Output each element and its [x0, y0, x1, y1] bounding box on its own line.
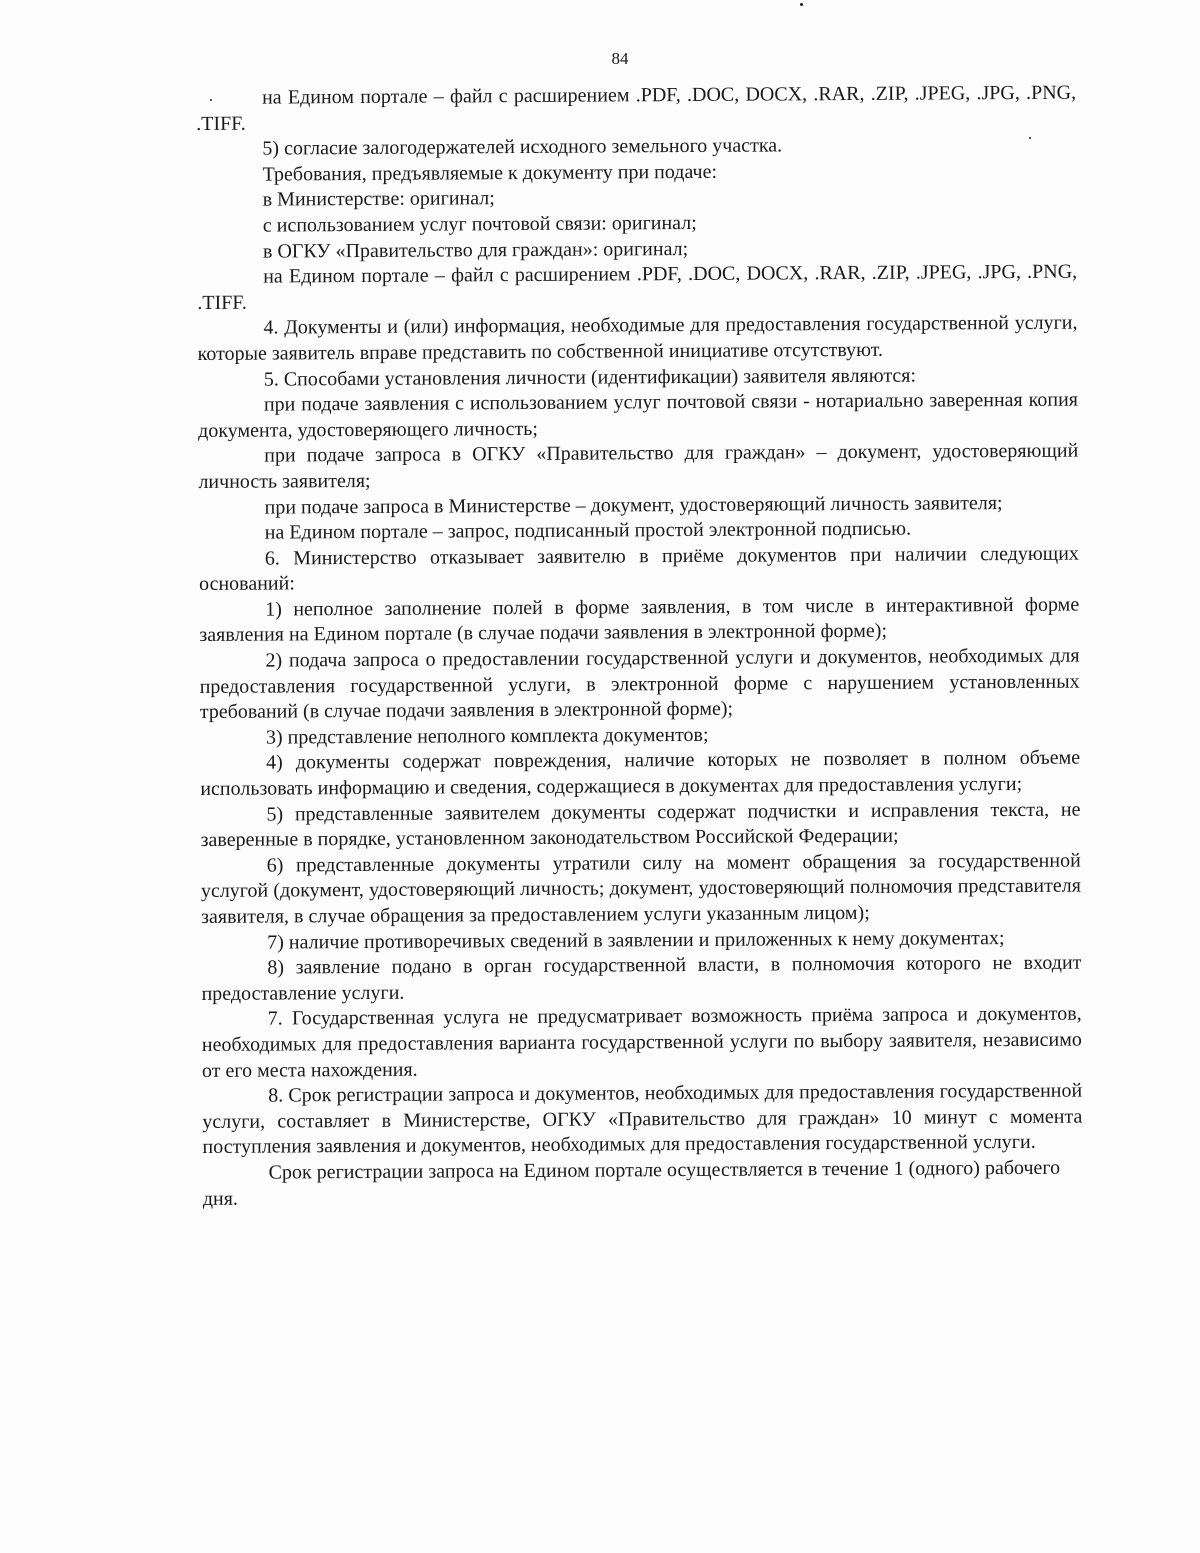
scan-speck	[800, 3, 803, 6]
paragraph: 6) представленные документы утратили силу на момент обращения за государственной услугой (документ, удостоверяющий личность; документ, удостоверяющий полномочия представителя заявителя, в случае обращения за предоставлением услуги указанным лицом);	[200, 849, 1081, 928]
paragraph: с использованием услуг почтовой связи: оригинал;	[262, 211, 697, 237]
paragraph: на Едином портале – запрос, подписанный простой электронной подписью.	[264, 517, 912, 544]
paragraph: Срок регистрации запроса на Едином портале осуществляется в течение 1 (одного) рабочего дня.	[202, 1156, 1061, 1210]
paragraph: 5) представленные заявителем документы содержат подчистки и исправления текста, не заверенные в порядке, установленном законодательством Российской Федерации;	[200, 798, 1081, 852]
paragraph: на Едином портале – файл с расширением .PDF, .DOC, DOCX, .RAR, .ZIP, .JPEG, .JPG, .PNG, .TIFF.	[197, 260, 1078, 314]
paragraph: 2) подача запроса о предоставлении государственной услуги и документов, необходимых для предоставления государственной услуги, в электронной форме с нарушением установленных требований (в случае подачи заявления в электронной форме);	[199, 644, 1080, 724]
paragraph: 1) неполное заполнение полей в форме заявления, в том числе в интерактивной форме заявления на Едином портале (в случае подачи заявления в электронной форме);	[199, 593, 1080, 647]
paragraph: 7) наличие противоречивых сведений в заявлении и приложенных к нему документах;	[267, 926, 1005, 954]
document-body	[196, 81, 1083, 1212]
paragraph: 7. Государственная услуга не предусматривает возможность приёма запроса и документов, необходимых для предоставления варианта государственной услуги по выбору заявителя, независимо от его места нахождения.	[201, 1002, 1082, 1082]
paragraph: при подаче запроса в Министерстве – документ, удостоверяющий личность заявителя;	[264, 491, 1003, 519]
paragraph: 5) согласие залогодержателей исходного земельного участка.	[262, 134, 783, 160]
paragraph: 3) представление неполного комплекта документов;	[265, 723, 709, 749]
paragraph: в Министерстве: оригинал;	[262, 187, 495, 211]
paragraph: 4. Документы и (или) информация, необходимые для предоставления государственной услуги, которые заявитель вправе представить по собственной инициативе отсутствуют.	[197, 311, 1078, 365]
page-number: 84	[611, 49, 629, 68]
paragraph: на Едином портале – файл с расширением .PDF, .DOC, DOCX, .RAR, .ZIP, .JPEG, .JPG, .PNG, .TIFF.	[196, 81, 1077, 135]
paragraph: при подаче заявления с использованием услуг почтовой связи - нотариально заверенная копия документа, удостоверяющего личность;	[198, 388, 1079, 442]
paragraph: при подаче запроса в ОГКУ «Правительство для граждан» – документ, удостоверяющий личность заявителя;	[198, 439, 1079, 493]
paragraph: 8. Срок регистрации запроса и документов, необходимых для предоставления государственной услуги, составляет в Министерстве, ОГКУ «Правительство для граждан» 10 минут с момента поступления заявления и документов, необходимых для предоставления государственной услуги.	[202, 1079, 1083, 1159]
paragraph: 8) заявление подано в орган государственной власти, в полномочия которого не входит предоставление услуги.	[201, 951, 1082, 1005]
paragraph: 6. Министерство отказывает заявителю в приёме документов при наличии следующих оснований:	[198, 542, 1079, 596]
paragraph: в ОГКУ «Правительство для граждан»: оригинал;	[262, 237, 689, 263]
paragraph: Требования, предъявляемые к документу при подаче:	[262, 160, 718, 186]
paragraph: 4) документы содержат повреждения, наличие которых не позволяет в полном объеме использовать информацию и сведения, содержащиеся в документах для предоставления услуги;	[200, 747, 1081, 801]
paragraph: 5. Способами установления личности (идентификации) заявителя являются:	[263, 364, 917, 391]
